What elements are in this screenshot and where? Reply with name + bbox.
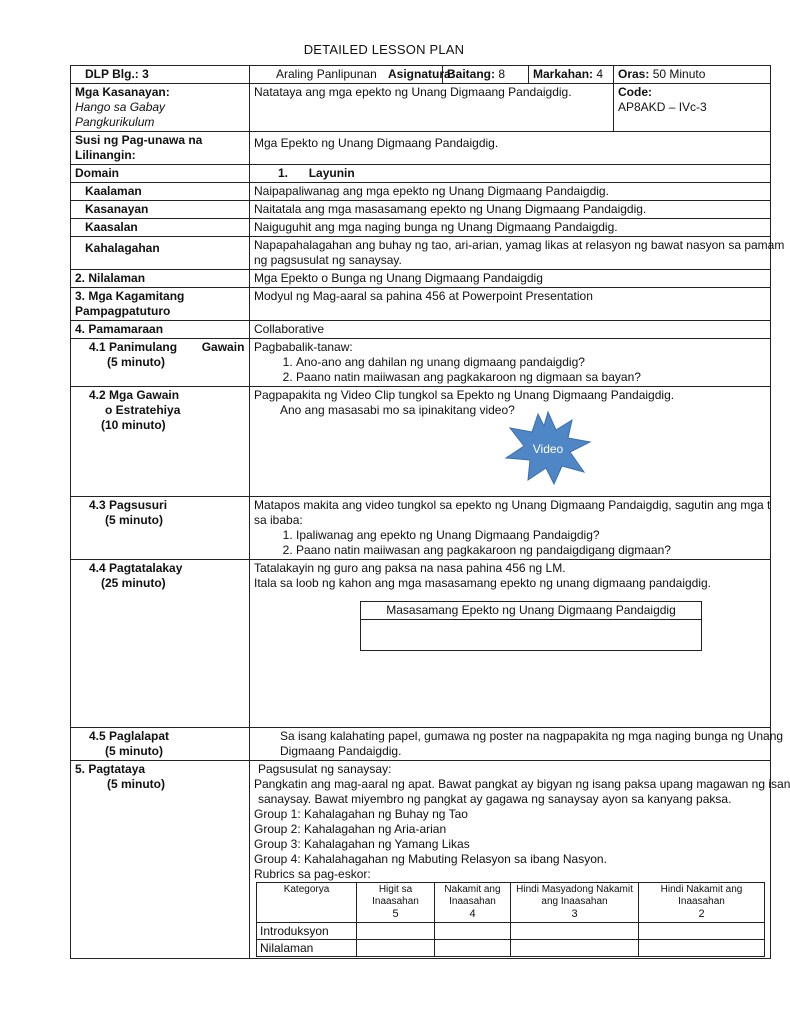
rubric-header	[639, 883, 765, 923]
list-item: 2. Paano natin maiiwasan ang pagkakaroon ng digmaan sa bayan?	[296, 370, 766, 385]
kahalagahan-text-2: ng pagsusulat ng sanaysay.	[254, 253, 402, 267]
susi-row	[71, 132, 771, 165]
group-4: Group 4: Kahalahagahan ng Mabuting Relasyon sa ibang Nasyon.	[254, 852, 607, 866]
nilalaman-label: 2. Nilalaman	[71, 270, 250, 288]
kahalagahan-label: Kahalagahan	[71, 237, 250, 270]
pagtataya-line-2: Pangkatin ang mag-aaral ng apat. Bawat pangkat ay bigyan ng isang paksa upang magawan ng isan	[254, 777, 790, 791]
lesson-plan-table	[70, 65, 790, 959]
domain-row	[71, 165, 771, 183]
kahalagahan-text-1: Napapahalagahan ang buhay ng tao, ari-arian, yamag likas at relasyon ng bawat nasyon sa pamam	[254, 238, 785, 252]
panimulang-time: (5 minuto)	[107, 355, 165, 369]
rubric-header	[511, 883, 639, 923]
pagtataya-content	[250, 761, 790, 959]
pagtatalakay-line-2: Itala sa loob ng kahon ang mga masasamang epekto ng unang digmaang pandaigdig.	[254, 576, 712, 590]
panimulang-row	[71, 339, 771, 387]
dlp-label: DLP Blg.:	[85, 67, 139, 81]
kagamitan-text: Modyul ng Mag-aaral sa pahina 456 at Powerpoint Presentation	[250, 288, 771, 321]
pagsusuri-label: 4.3 Pagsusuri	[89, 498, 168, 512]
rubric-header-line: Hindi Nakamit ang	[660, 884, 743, 895]
group-2: Group 2: Kahalagahan ng Aria-arian	[254, 822, 447, 836]
kahalagahan-row	[71, 237, 771, 270]
paglalapat-time: (5 minuto)	[105, 744, 163, 758]
epekto-box-title: Masasamang Epekto ng Unang Digmaang Pandaigdig	[361, 602, 701, 620]
list-item: 2. Paano natin maiiwasan ang pagkakaroon ng pandaigdigang digmaan?	[296, 543, 766, 558]
video-starburst-icon[interactable]	[504, 412, 592, 484]
pagtatalakay-label-cell	[71, 560, 250, 728]
kaalaman-text: Naipapaliwanag ang mga epekto ng Unang Digmaang Pandaigdig.	[250, 183, 771, 201]
video-label: Video	[532, 442, 564, 456]
rubric-cell[interactable]	[435, 940, 511, 957]
layunin-heading: Layunin	[308, 166, 355, 180]
dlp-value: 3	[142, 67, 149, 81]
rubric-header-score: 5	[392, 908, 399, 920]
panimulang-list	[254, 355, 766, 385]
susi-label-cell	[71, 132, 250, 165]
code-value: AP8AKD – IVc-3	[618, 100, 707, 114]
gawain-content	[250, 387, 771, 497]
rubric-header-line: Inaasahan	[372, 896, 419, 907]
rubric-header-line: Higit sa	[378, 884, 413, 895]
pagtataya-time: (5 minuto)	[107, 777, 165, 791]
rubric-cell[interactable]	[639, 940, 765, 957]
kasanayan-layunin-label: Kasanayan	[71, 201, 250, 219]
pagtataya-line-3: sanaysay. Bawat miyembro ng pangkat ay gagawa ng sanaysay ayon sa kanyang paksa.	[258, 792, 732, 806]
nilalaman-text: Mga Epekto o Bunga ng Unang Digmaang Pandaigdig	[250, 270, 771, 288]
pagtataya-label: 5. Pagtataya	[75, 762, 146, 776]
oras-label: Oras:	[618, 67, 650, 81]
paglalapat-label-cell	[71, 728, 250, 761]
pagtatalakay-content	[250, 560, 771, 728]
pagsusuri-row	[71, 497, 771, 560]
pamamaraan-label: 4. Pamamaraan	[71, 321, 250, 339]
kagamitan-row	[71, 288, 771, 321]
header-row	[71, 66, 771, 84]
paglalapat-label: 4.5 Paglalapat	[89, 729, 170, 743]
rubric-header-line: Kategorya	[283, 884, 330, 895]
pagtataya-line-1: Pagsusulat ng sanaysay:	[258, 762, 392, 776]
kasanayan-row	[71, 84, 771, 132]
rubric-cell[interactable]	[357, 940, 435, 957]
panimulang-label-a: 4.1 Panimulang	[89, 340, 178, 354]
asignatura-value: Araling Panlipunan	[276, 67, 377, 81]
rubric-category: Introduksyon	[257, 923, 357, 940]
rubric-header	[435, 883, 511, 923]
rubric-header-line: Inaasahan	[678, 896, 725, 907]
panimulang-label-cell	[71, 339, 250, 387]
gawain-row	[71, 387, 771, 497]
kasanayan-layunin-text: Naitatala ang mga masasamang epekto ng Unang Digmaang Pandaigdig.	[250, 201, 771, 219]
kasanayan-label-cell	[71, 84, 250, 132]
code-cell	[614, 84, 771, 132]
rubric-header-row	[257, 883, 765, 923]
kagamitan-label-2: Pampagpatuturo	[75, 304, 171, 318]
markahan-cell	[529, 66, 614, 84]
kasanayan-text: Natataya ang mga epekto ng Unang Digmaang Pandaigdig.	[250, 84, 614, 132]
layunin-heading-num: 1.	[278, 166, 289, 180]
paglalapat-line-1: Sa isang kalahating papel, gumawa ng poster na nagpapakita ng mga naging bunga ng Unang	[280, 729, 784, 743]
rubric-cell[interactable]	[435, 923, 511, 940]
pagsusuri-label-cell	[71, 497, 250, 560]
dlp-cell	[71, 66, 250, 84]
pagtatalakay-line-1: Tatalakayin ng guro ang paksa na nasa pahina 456 ng LM.	[254, 561, 566, 575]
code-label: Code:	[618, 85, 652, 99]
document-title: DETAILED LESSON PLAN	[303, 42, 465, 57]
pagtataya-label-cell	[71, 761, 250, 959]
rubric-category: Nilalaman	[257, 940, 357, 957]
markahan-label: Markahan:	[533, 67, 594, 81]
list-item: 1. Ipaliwanag ang epekto ng Unang Digmaang Pandaigdig?	[296, 528, 766, 543]
rubric-header-line: Nakamit ang	[444, 884, 501, 895]
epekto-box-answer-area[interactable]	[361, 620, 701, 650]
video-area	[254, 418, 766, 478]
baitang-label: Baitang:	[447, 67, 495, 81]
pagsusuri-content	[250, 497, 771, 560]
rubric-header-score: 4	[469, 908, 476, 920]
pagtatalakay-label: 4.4 Pagtatalakay	[89, 561, 183, 575]
pagsusuri-list	[254, 528, 766, 558]
rubric-header-line: ang Inaasahan	[541, 896, 608, 907]
pagsusuri-line-2: sa ibaba:	[254, 513, 303, 527]
pagtatalakay-row	[71, 560, 771, 728]
rubric-cell[interactable]	[511, 940, 639, 957]
markahan-value: 4	[596, 67, 604, 81]
rubric-header	[357, 883, 435, 923]
kagamitan-label-cell	[71, 288, 250, 321]
oras-cell	[614, 66, 771, 84]
nilalaman-row	[71, 270, 771, 288]
pagtataya-row	[71, 761, 771, 959]
kahalagahan-text-cell	[250, 237, 785, 270]
domain-label: Domain	[71, 165, 250, 183]
kaasalan-label: Kaasalan	[71, 219, 250, 237]
kagamitan-label-1: 3. Mga Kagamitang	[75, 289, 185, 303]
rubric-header-line: Hindi Masyadong Nakamit	[516, 884, 633, 895]
gawain-label-2: o Estratehiya	[105, 403, 181, 417]
panimulang-label	[89, 340, 245, 355]
kasanayan-label: Mga Kasanayan:	[75, 85, 170, 99]
gawain-line-1: Pagpapakita ng Video Clip tungkol sa Epekto ng Unang Digmaang Pandaigdig.	[254, 388, 675, 402]
rubrics-label: Rubrics sa pag-eskor:	[254, 867, 371, 881]
pagsusuri-time: (5 minuto)	[105, 513, 163, 527]
layunin-heading-cell	[250, 165, 771, 183]
gawain-label-1: 4.2 Mga Gawain	[89, 388, 180, 402]
rubric-row	[257, 923, 765, 940]
gawain-time: (10 minuto)	[101, 418, 166, 432]
group-1: Group 1: Kahalagahan ng Buhay ng Tao	[254, 807, 468, 821]
paglalapat-row	[71, 728, 771, 761]
rubric-cell[interactable]	[511, 923, 639, 940]
kasanayan-sublabel-1: Hango sa Gabay	[75, 100, 166, 114]
oras-value: 50 Minuto	[652, 67, 706, 81]
baitang-cell	[443, 66, 529, 84]
rubric-cell[interactable]	[357, 923, 435, 940]
susi-label-1: Susi ng Pag-unawa na	[75, 133, 203, 147]
rubric-header-score: 2	[698, 908, 705, 920]
panimulang-intro: Pagbabalik-tanaw:	[254, 340, 353, 354]
group-3: Group 3: Kahalagahan ng Yamang Likas	[254, 837, 470, 851]
susi-label-2: Lilinangin:	[75, 148, 136, 162]
gawain-line-2: Ano ang masasabi mo sa ipinakitang video?	[280, 403, 515, 417]
rubric-header-score: 3	[571, 908, 578, 920]
pagtatalakay-time: (25 minuto)	[101, 576, 166, 590]
rubric-table	[256, 882, 765, 957]
panimulang-content	[250, 339, 771, 387]
kaalaman-label: Kaalaman	[71, 183, 250, 201]
paglalapat-line-2: Digmaang Pandaigdig.	[280, 744, 402, 758]
paglalapat-content	[250, 728, 784, 761]
kaasalan-row	[71, 219, 771, 237]
susi-text: Mga Epekto ng Unang Digmaang Pandaigdig.	[250, 132, 771, 165]
pamamaraan-text: Collaborative	[250, 321, 771, 339]
kaasalan-text: Naiguguhit ang mga naging bunga ng Unang Digmaang Pandaigdig.	[250, 219, 771, 237]
rubric-cell[interactable]	[639, 923, 765, 940]
rubric-header	[257, 883, 357, 923]
asignatura-label: Asignatura:	[388, 67, 455, 81]
epekto-box	[360, 601, 702, 651]
list-item: 1. Ano-ano ang dahilan ng unang digmaang pandaigdig?	[296, 355, 766, 370]
kaalaman-row	[71, 183, 771, 201]
kasanayan-sublabel-2: Pangkurikulum	[75, 115, 155, 129]
rubric-header-line: Inaasahan	[449, 896, 496, 907]
rubric-row	[257, 940, 765, 957]
pamamaraan-row	[71, 321, 771, 339]
gawain-label-cell	[71, 387, 250, 497]
kasanayan-layunin-row	[71, 201, 771, 219]
baitang-value: 8	[498, 67, 506, 81]
pagsusuri-line-1: Matapos makita ang video tungkol sa epekto ng Unang Digmaang Pandaigdig, sagutin ang mga t	[254, 498, 771, 512]
panimulang-label-b: Gawain	[201, 340, 245, 354]
